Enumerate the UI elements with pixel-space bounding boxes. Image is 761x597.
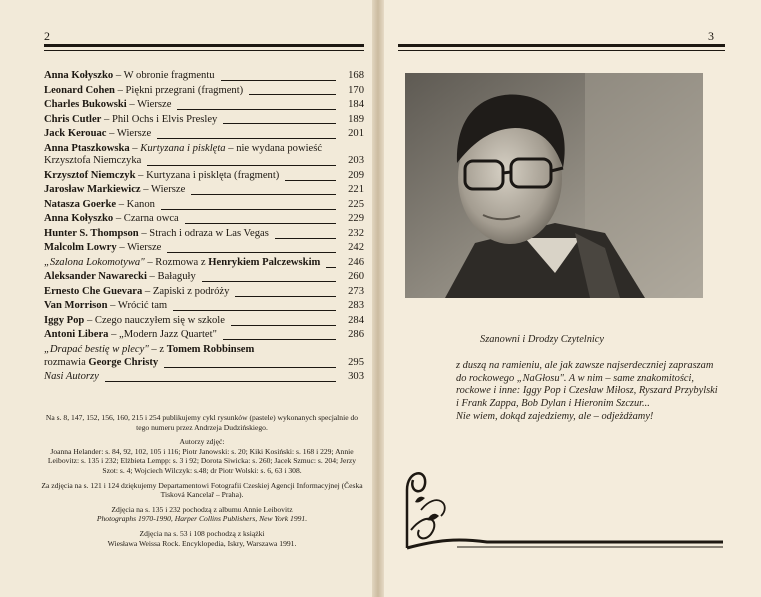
- toc-entry-separator: –: [135, 169, 147, 181]
- toc-leader-line: [285, 180, 336, 181]
- toc-entry-text: [44, 99, 171, 112]
- header-rule-right-thin: [398, 50, 725, 51]
- toc-entry-page: 284: [348, 314, 364, 326]
- toc-entry-page: 295: [348, 356, 364, 368]
- toc-row: [44, 315, 364, 328]
- toc-entry-page: 229: [348, 213, 364, 225]
- toc-leader-line: [164, 367, 336, 368]
- toc-entry-text: [44, 184, 185, 197]
- toc-leader-line: [105, 381, 336, 382]
- toc-entry-page: 246: [348, 256, 364, 268]
- toc-entry-title: Wiersze: [137, 99, 172, 110]
- toc-entry-title: W obronie fragmentu: [123, 70, 215, 81]
- toc-leader-line: [173, 310, 336, 311]
- credits-drawings: Na s. 8, 147, 152, 156, 160, 215 i 254 publikujemy cykl rysunków (pastele) wykonanych specjalnie do tego numeru przez Andrzeja Dudzińskiego.: [45, 413, 359, 432]
- toc-entry-separator: –: [116, 198, 127, 210]
- toc-entry-title: Czarna owca: [123, 213, 179, 225]
- toc-entry-page: 260: [348, 271, 364, 283]
- toc-entry-page: 203: [348, 155, 364, 167]
- toc-entry-page: 273: [348, 285, 364, 297]
- toc-entry-separator: –: [106, 128, 117, 139]
- toc-entry-text: [44, 70, 215, 83]
- toc-entry: [44, 128, 364, 141]
- toc-entry-text: [44, 271, 196, 284]
- toc-leader-line: [221, 80, 336, 81]
- page-number-right: 3: [708, 29, 714, 43]
- toc-leader-line: [249, 94, 336, 95]
- toc-entry-page: 209: [348, 169, 364, 181]
- toc-leader-line: [185, 223, 336, 224]
- toc-entry-page: 189: [348, 113, 364, 125]
- portrait-image: [405, 73, 703, 298]
- page-number-left: 2: [44, 29, 50, 43]
- photo-credits: [40, 413, 364, 553]
- toc-entry-interviewee: Tomem Robbinsem: [166, 343, 255, 355]
- toc-leader-line: [235, 296, 336, 297]
- toc-leader-line: [223, 339, 336, 340]
- toc-entry-continuation: rozmawia: [44, 356, 89, 368]
- toc-entry-page: 286: [348, 329, 364, 341]
- toc-entry-first-line: [44, 344, 364, 357]
- toc-leader-line: [326, 267, 336, 268]
- letter-body: z duszą na ramieniu, ale jak zawsze najserdeczniej zapraszam do rockowego „NaGłosu". A w nim – same znakomitości, rockowe i inne: Iggy Pop i Czesław Miłosz, Ryszard Przybylski i Frank Zappa, Bob Dylan i Hieronim Szczur...: [456, 360, 718, 409]
- toc-entry-page: 168: [348, 70, 364, 81]
- art-nouveau-ornament: [397, 450, 727, 550]
- toc-entry-author: Anna Kołyszko: [44, 70, 114, 81]
- toc-entry-title: – nie wydana powieść: [225, 142, 323, 154]
- toc-entry-author: Aleksander Nawarecki: [44, 271, 147, 283]
- toc-entry-title: – Rozmowa z: [144, 256, 209, 268]
- toc-row: [44, 242, 364, 255]
- toc-entry-author: Ernesto Che Guevara: [44, 285, 143, 297]
- credits-weiss-line1: Zdjęcia na s. 53 i 108 pochodzą z książki: [139, 528, 265, 538]
- toc-entry-separator: –: [108, 329, 120, 341]
- header-rule-left: [44, 44, 364, 47]
- toc-entry-author: Jack Kerouac: [44, 128, 107, 139]
- toc-row: [44, 286, 364, 299]
- toc-entry-title-italic: Kurtyzana i pisklęta: [140, 142, 226, 154]
- toc-entry-title: Wiersze: [127, 242, 162, 254]
- toc-entry-author: Malcolm Lowry: [44, 242, 117, 254]
- toc-entry: [44, 329, 364, 342]
- toc-leader-line: [223, 123, 336, 124]
- toc-entry-text: [44, 213, 179, 226]
- toc-entry-text: [44, 371, 99, 384]
- toc-entry-title: Phil Ochs i Elvis Presley: [111, 113, 218, 125]
- toc-entry-text: [44, 300, 167, 313]
- toc-leader-line: [191, 194, 336, 195]
- toc-entry-separator: –: [113, 213, 124, 225]
- toc-entry: [44, 242, 364, 255]
- toc-row: [44, 170, 364, 183]
- toc-leader-line: [177, 109, 336, 110]
- toc-leader-line: [147, 165, 336, 166]
- book-gutter: [372, 0, 384, 597]
- toc-entry-author: Antoni Libera: [44, 329, 109, 341]
- toc-entry-separator: –: [107, 300, 118, 312]
- toc-entry-second-line: [44, 357, 158, 370]
- toc-entry-title: Bałaguły: [157, 271, 196, 283]
- toc-leader-line: [167, 252, 336, 253]
- toc-row: [44, 128, 364, 141]
- toc-entry: [44, 70, 364, 83]
- toc-entry-author: Chris Cutler: [44, 113, 102, 125]
- toc-entry-author: Natasza Goerke: [44, 198, 117, 210]
- toc-entry-text: [44, 199, 155, 212]
- toc-row: [44, 271, 364, 284]
- toc-entry: [44, 257, 364, 270]
- toc-entry-second-line: [44, 155, 141, 168]
- toc-entry: [44, 170, 364, 183]
- toc-row: [44, 257, 364, 270]
- toc-entry-title: Zapiski z podróży: [152, 285, 230, 297]
- toc-row: [44, 155, 364, 168]
- toc-entry-separator: –: [113, 70, 124, 81]
- toc-row: [44, 329, 364, 342]
- toc-entry-text: [44, 257, 320, 270]
- toc-entry-interviewee: Henrykiem Palczewskim: [208, 256, 321, 268]
- credits-photos: [40, 437, 364, 447]
- toc-entry-separator: –: [140, 184, 152, 196]
- toc-entry-text: [44, 329, 217, 342]
- toc-entry-italic-title: Nasi Autorzy: [44, 371, 99, 383]
- header-rule-left-thin: [44, 50, 364, 51]
- toc-row: [44, 300, 364, 313]
- toc-entry-separator: –: [116, 242, 128, 254]
- toc-entry: [44, 213, 364, 226]
- toc-entry-title: Piękni przegrani (fragment): [125, 84, 244, 96]
- toc-entry-title: Wiersze: [116, 128, 152, 139]
- toc-entry-title: Czego nauczyłem się w szkole: [94, 314, 225, 326]
- toc-entry: [44, 300, 364, 313]
- toc-entry-author: Hunter S. Thompson: [44, 227, 139, 239]
- toc-entry-separator: –: [101, 113, 112, 125]
- toc-entry-title: Wiersze: [151, 184, 186, 196]
- toc-row: [44, 85, 364, 98]
- toc-entry-continuation: Krzysztofa Niemczyka: [44, 155, 142, 167]
- toc-entry-title: Kanon: [126, 198, 155, 210]
- toc-entry-page: 184: [348, 99, 364, 110]
- editor-portrait-photo: [405, 73, 703, 298]
- toc-row: [44, 199, 364, 212]
- toc-row: [44, 114, 364, 127]
- toc-entry-page: 201: [348, 128, 364, 139]
- toc-entry: [44, 271, 364, 284]
- toc-row: [44, 99, 364, 112]
- toc-entry: [44, 344, 364, 370]
- toc-entry-text: [44, 286, 229, 299]
- credits-leibovitz: [40, 505, 364, 524]
- toc-leader-line: [202, 281, 336, 282]
- toc-entry-separator: –: [129, 142, 141, 154]
- toc-entry-separator: –: [126, 99, 138, 110]
- toc-entry-author: Leonard Cohen: [44, 84, 115, 96]
- table-of-contents: [44, 70, 364, 386]
- letter-salutation: Szanowni i Drodzy Czytelnicy: [480, 334, 605, 345]
- toc-entry-text: [44, 170, 279, 183]
- toc-entry-author: Jarosław Markiewicz: [44, 184, 141, 196]
- toc-entry-title: Wrócić tam: [117, 300, 168, 312]
- toc-entry: [44, 99, 364, 112]
- toc-entry: [44, 199, 364, 212]
- toc-entry: [44, 371, 364, 384]
- toc-entry-text: [44, 228, 269, 241]
- toc-row: [44, 228, 364, 241]
- credits-leibovitz-line2: Photographs 1970-1990, Harper Collins Publishers, New York 1991.: [96, 514, 308, 524]
- credits-weiss: [40, 529, 364, 548]
- toc-entry-page: 221: [348, 184, 364, 196]
- toc-entry-page: 303: [348, 371, 364, 383]
- toc-entry: [44, 315, 364, 328]
- toc-entry-page: 170: [348, 84, 364, 96]
- toc-entry: [44, 184, 364, 197]
- toc-entry-separator: –: [138, 227, 150, 239]
- toc-entry-author: Charles Bukowski: [44, 99, 127, 110]
- toc-entry-title: Kurtyzana i pisklęta (fragment): [146, 169, 280, 181]
- toc-entry-italic-title: „Drapać bestię w plecy": [44, 343, 149, 355]
- toc-leader-line: [161, 209, 336, 210]
- toc-entry-interviewer: George Christy: [88, 356, 159, 368]
- toc-entry-separator: –: [114, 84, 126, 96]
- header-rule-right: [398, 44, 725, 47]
- credits-photos-heading: Autorzy zdjęć:: [179, 437, 225, 447]
- toc-leader-line: [157, 138, 336, 139]
- toc-entry-text: [44, 114, 217, 127]
- toc-entry-page: 283: [348, 300, 364, 312]
- toc-entry: [44, 228, 364, 241]
- toc-entry-page: 225: [348, 198, 364, 210]
- toc-entry-title: „Modern Jazz Quartet": [119, 329, 217, 341]
- toc-entry-italic-title: „Szalona Lokomotywa": [44, 256, 145, 268]
- toc-entry-author: Krzysztof Niemczyk: [44, 169, 136, 181]
- toc-entry-author: Anna Kołyszko: [44, 213, 114, 225]
- toc-leader-line: [231, 325, 336, 326]
- toc-row: [44, 213, 364, 226]
- credits-photographers: Joanna Helander: s. 84, 92, 102, 105 i 116; Piotr Janowski: s. 20; Kiki Kosiński: s. 168 i 229; Annie Leibovitz: s. 135 i 232; Elżbieta Lempp: s. 3 i 92; Dorota Siwicka: s. 260; Jacek Szmuc: s. 204; Jerzy Szot: s. 4; Wojciech Wilczyk: s.48; dr Piotr Wolski: s. 6, 63 i 308.: [47, 446, 357, 475]
- letter-closing: Nie wiem, dokąd zajedziemy, ale – odjeżdżamy!: [456, 411, 654, 422]
- toc-entry-page: 232: [348, 227, 364, 239]
- credits-weiss-line2: Wiesława Weissa Rock. Encyklopedia, Iskry, Warszawa 1991.: [107, 538, 297, 548]
- toc-entry: [44, 143, 364, 169]
- toc-row: [44, 371, 364, 384]
- credits-leibovitz-line1: Zdjęcia na s. 135 i 232 pochodzą z albumu Annie Leibovitz: [111, 504, 293, 514]
- toc-entry-author: Iggy Pop: [44, 314, 85, 326]
- toc-leader-line: [275, 238, 336, 239]
- toc-entry: [44, 114, 364, 127]
- toc-entry-separator: –: [146, 271, 158, 283]
- toc-entry-separator: –: [84, 314, 95, 326]
- toc-row: [44, 357, 364, 370]
- toc-entry: [44, 286, 364, 299]
- toc-row: [44, 184, 364, 197]
- toc-entry-title: Strach i odraza w Las Vegas: [149, 227, 269, 239]
- toc-entry-text: [44, 315, 225, 328]
- toc-row: [44, 70, 364, 83]
- toc-entry: [44, 85, 364, 98]
- toc-entry-text: [44, 128, 151, 141]
- toc-entry-first-line: [44, 143, 364, 156]
- toc-entry-page: 242: [348, 242, 364, 254]
- credits-ctk: Za zdjęcia na s. 121 i 124 dziękujemy Departamentowi Fotografii Czeskiej Agencji Informacyjnej (Česka Tisková Kancelař – Praha).: [41, 480, 363, 500]
- toc-entry-text: [44, 85, 243, 98]
- toc-entry-separator: –: [142, 285, 153, 297]
- toc-entry-author: Anna Ptaszkowska: [44, 142, 130, 154]
- toc-entry-author: Van Morrison: [44, 300, 108, 312]
- toc-entry-title: – z: [148, 343, 167, 355]
- toc-entry-text: [44, 242, 161, 255]
